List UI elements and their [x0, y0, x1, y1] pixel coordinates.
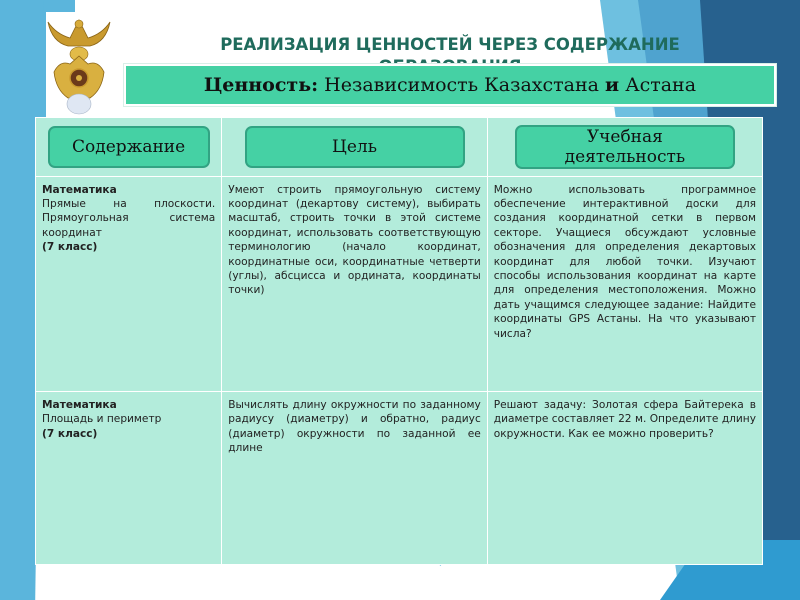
- value-text: Независимость Казахстана: [324, 74, 599, 96]
- activity-cell: [487, 176, 762, 391]
- header-goal-pill: Цель: [245, 126, 465, 168]
- header-content-pill: Содержание: [48, 126, 210, 168]
- header-cell-goal: [222, 118, 488, 177]
- header-activity-pill: [515, 125, 735, 169]
- value-text-2: Астана: [625, 74, 697, 96]
- activity-cell: [487, 392, 762, 565]
- subject-label: Математика: [42, 183, 117, 196]
- topic-text: Площадь и периметр: [42, 413, 162, 426]
- slide-title: РЕАЛИЗАЦИЯ ЦЕННОСТЕЙ ЧЕРЕЗ СОДЕРЖАНИЕ: [220, 35, 680, 54]
- values-table: [35, 117, 763, 565]
- content-cell: [36, 392, 222, 565]
- header-activity-line1: Учебная: [586, 126, 663, 147]
- goal-cell: [222, 392, 488, 565]
- topic-text: Прямые на плоскости. Прямоугольная система координат: [42, 198, 216, 239]
- header-cell-content: [36, 118, 222, 177]
- table-row: [36, 176, 763, 391]
- value-conj: и: [605, 74, 620, 96]
- grade-label: (7 класс): [42, 241, 98, 254]
- activity-text: Решают задачу: Золотая сфера Байтерека в диаметре составляет 22 м. Определите длину окружности. Как ее можно проверить?: [493, 399, 756, 440]
- golden-eagle-emblem-icon: [46, 12, 112, 118]
- goal-cell: [222, 176, 488, 391]
- value-label: Ценность:: [203, 74, 319, 96]
- table-row: [36, 392, 763, 565]
- activity-text: Можно использовать программное обеспечение интерактивной доски для создания координатной сетки в первом секторе. Учащиеся обсуждают условные обозначения для определения декартовых координат для любой точки. Изучают способы использования координат на карте для определения местоположения. Можно дать учащимся следующее задание: Найдите координаты GPS Астаны. На что указывают числа?: [493, 183, 756, 340]
- goal-text: Умеют строить прямоугольную систему координат (декартову систему), выбирать масштаб, строить точки в этой системе координат, использовать соответствующую терминологию (начало координат, координатные оси, координатные четверти (углы), абсцисса и ордината, координаты точки): [228, 183, 481, 297]
- content-cell: [36, 176, 222, 391]
- grade-label: (7 класс): [42, 427, 98, 440]
- header-cell-activity: [487, 118, 762, 177]
- goal-text: Вычислять длину окружности по заданному радиусу (диаметру) и обратно, радиус (диаметр) окружности по заданной ее длине: [228, 399, 481, 455]
- value-banner: [124, 64, 776, 106]
- header-activity-line2: деятельность: [564, 146, 686, 167]
- subject-label: Математика: [42, 399, 117, 412]
- table-header-row: [36, 118, 763, 177]
